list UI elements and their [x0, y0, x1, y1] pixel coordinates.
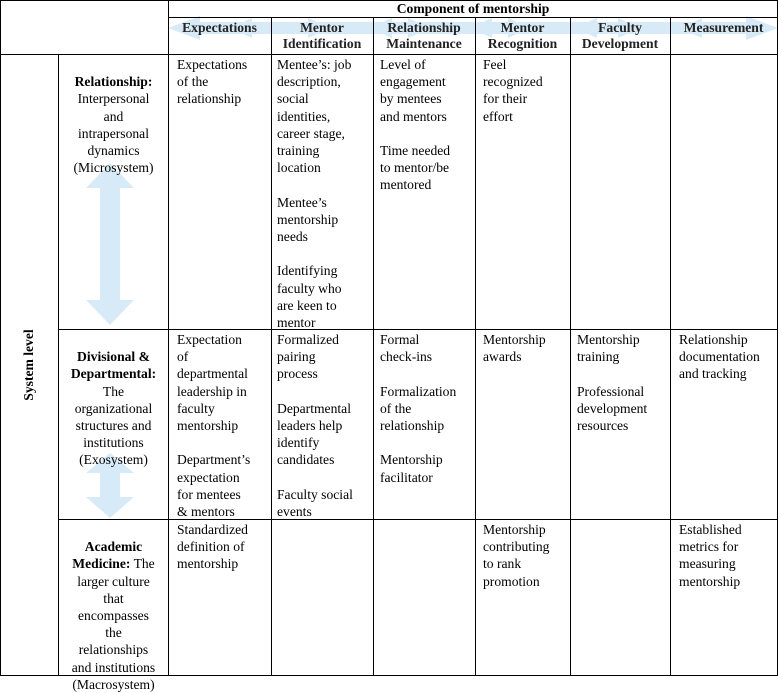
cell-r2-measurement: Relationship documentation and tracking — [679, 332, 760, 382]
column-header-mentor-recognition: Mentor Recognition — [487, 20, 558, 51]
cell-r2-mentor-identification: Formalized pairing process Departmental leaders help identify candidates Faculty social events — [277, 332, 353, 520]
cell-r2-mentor-recognition: Mentorship awards — [483, 332, 546, 365]
cell-r3-measurement: Established metrics for measuring mentorship — [679, 522, 742, 589]
row-label-bold: Relationship: — [74, 74, 153, 90]
vertical-arrow-relationship — [86, 163, 134, 325]
cell-r1-expectations: Expectations of the relationship — [177, 57, 248, 107]
cell-r1-mentor-identification: Mentee’s: job description, social identities, career stage, training location Mentee’s mentorship needs Identifying faculty who are keen to mentor — [277, 57, 352, 331]
column-header-faculty-development: Faculty Development — [581, 20, 659, 51]
row-label-relationship — [59, 56, 168, 176]
row-label-bold: Academic Medicine: — [72, 539, 143, 572]
cell-r1-relationship-maintenance: Level of engagement by mentees and mentors Time needed to mentor/be mentored — [380, 57, 451, 193]
column-header-mentor-identification: Mentor Identification — [282, 20, 362, 51]
system-level-label: System level — [21, 329, 36, 401]
cell-r1-mentor-recognition: Feel recognized for their effort — [483, 57, 543, 124]
cell-r3-expectations: Standardized definition of mentorship — [177, 522, 248, 572]
cell-r2-faculty-development: Mentorship training Professional development resources — [577, 332, 648, 434]
row-label-bold: Divisional & Departmental: — [70, 349, 157, 382]
cell-r2-relationship-maintenance: Formal check-ins Formalization of the relationship Mentorship facilitator — [380, 332, 457, 485]
row-label-divisional — [59, 331, 168, 469]
column-header-expectations: Expectations — [182, 20, 257, 35]
cell-r2-expectations: Expectation of departmental leadership in faculty mentorship Department’s expectation for mentees & mentors — [177, 332, 251, 520]
row-label-text: The larger culture that encompasses the relationships and institutions (Macrosystem) — [71, 556, 156, 692]
column-header-measurement: Measurement — [683, 20, 764, 35]
cell-r3-mentor-recognition: Mentorship contributing to rank promotion — [483, 522, 550, 589]
row-label-text: Interpersonal and intrapersonal dynamics (Microsystem) — [73, 91, 154, 176]
table-title: Component of mentorship — [396, 1, 550, 16]
column-header-relationship-maintenance: Relationship Maintenance — [386, 20, 462, 51]
row-label-academic-medicine — [59, 521, 168, 693]
row-label-text: The organizational structures and institutions (Exosystem) — [74, 383, 153, 468]
